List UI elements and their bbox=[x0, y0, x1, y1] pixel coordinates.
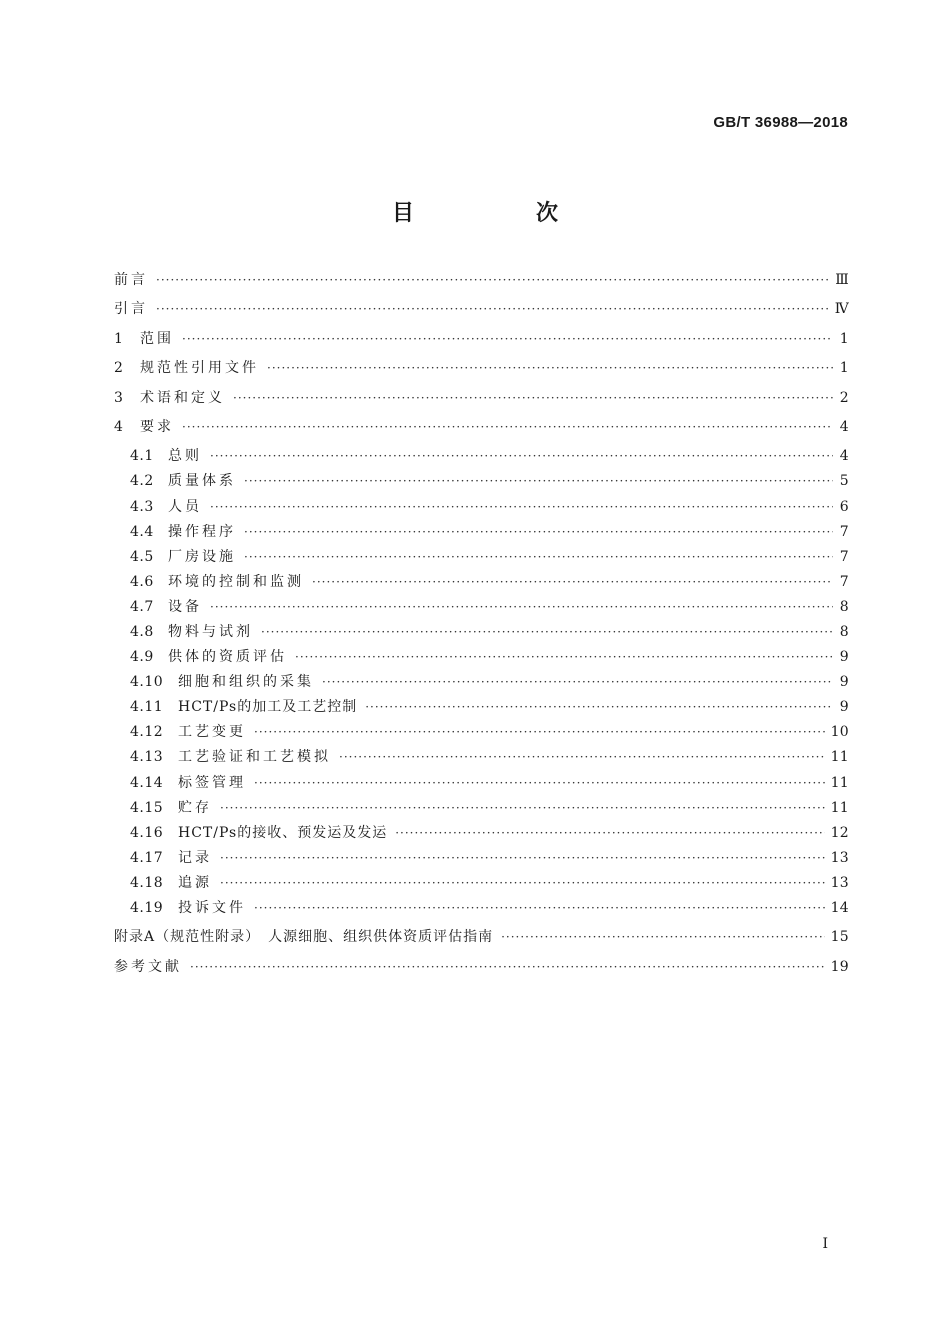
toc-entry-label: 参考文献 bbox=[114, 958, 182, 975]
toc-entry-4-7[interactable] bbox=[114, 598, 849, 623]
toc-entry-page: 10 bbox=[830, 724, 849, 741]
dot-leader bbox=[220, 874, 825, 892]
toc-entry-introduction[interactable] bbox=[114, 300, 849, 329]
toc-entry-number: 4.10 bbox=[130, 674, 164, 691]
dot-leader bbox=[295, 648, 833, 666]
toc-entry-label: 术语和定义 bbox=[140, 389, 225, 406]
toc-entry-label: 规范性引用文件 bbox=[140, 360, 259, 377]
toc-entry-number: 4.5 bbox=[130, 548, 154, 565]
dot-leader bbox=[339, 748, 825, 766]
toc-entry-2[interactable] bbox=[114, 359, 849, 388]
toc-entry-4-3[interactable] bbox=[114, 498, 849, 523]
standard-code: GB/T 36988—2018 bbox=[713, 114, 848, 131]
toc-entry-label: 人员 bbox=[168, 498, 202, 515]
toc-entry-label: 细胞和组织的采集 bbox=[178, 674, 314, 691]
toc-entry-label: 环境的控制和监测 bbox=[168, 573, 304, 590]
toc-entry-4-17[interactable] bbox=[114, 849, 849, 874]
toc-entry-label: 前言 bbox=[114, 272, 148, 288]
toc-entry-number: 4.16 bbox=[130, 824, 164, 841]
dot-leader bbox=[322, 673, 833, 691]
dot-leader bbox=[244, 472, 833, 490]
toc-entry-label: 记录 bbox=[178, 849, 212, 866]
toc-entry-4-18[interactable] bbox=[114, 874, 849, 899]
toc-entry-page: 7 bbox=[839, 573, 849, 590]
toc-entry-page: 12 bbox=[830, 824, 849, 841]
toc-entry-label: 厂房设施 bbox=[168, 548, 236, 565]
toc-entry-label: HCT/Ps的加工及工艺控制 bbox=[178, 699, 358, 716]
toc-entry-label: 投诉文件 bbox=[178, 900, 246, 917]
dot-leader bbox=[182, 418, 833, 436]
toc-entry-label: 引言 bbox=[114, 301, 148, 318]
dot-leader bbox=[190, 958, 825, 976]
toc-entry-4-16[interactable] bbox=[114, 824, 849, 849]
toc-entry-label: 质量体系 bbox=[168, 473, 236, 490]
toc-entry-4-14[interactable] bbox=[114, 774, 849, 799]
toc-entry-label: 设备 bbox=[168, 598, 202, 615]
toc-entry-4-6[interactable] bbox=[114, 573, 849, 598]
toc-entry-number: 4.12 bbox=[130, 724, 164, 741]
toc-entry-4-1[interactable] bbox=[114, 447, 849, 472]
toc-entry-4-5[interactable] bbox=[114, 548, 849, 573]
toc-entry-label: 附录A（规范性附录） 人源细胞、组织供体资质评估指南 bbox=[114, 929, 494, 946]
toc-entry-page: Ⅲ bbox=[835, 272, 849, 288]
dot-leader bbox=[220, 799, 825, 817]
dot-leader bbox=[210, 498, 833, 516]
dot-leader bbox=[254, 723, 825, 741]
toc-entry-4-11[interactable] bbox=[114, 698, 849, 723]
toc-entry-label: 贮存 bbox=[178, 799, 212, 816]
dot-leader bbox=[210, 598, 833, 616]
toc-entry-4-19[interactable] bbox=[114, 899, 849, 924]
dot-leader bbox=[267, 359, 833, 377]
toc-entry-page: 8 bbox=[839, 598, 849, 615]
toc-title: 目 次 bbox=[391, 201, 608, 226]
toc-entry-label: 追源 bbox=[178, 874, 212, 891]
toc-entry-4-10[interactable] bbox=[114, 673, 849, 698]
toc-entry-label: 工艺变更 bbox=[178, 724, 246, 741]
dot-leader bbox=[395, 824, 824, 842]
toc-entry-page: 11 bbox=[830, 799, 849, 816]
dot-leader bbox=[261, 623, 833, 641]
toc-entry-page: 9 bbox=[839, 674, 849, 691]
toc-entry-page: 1 bbox=[839, 330, 849, 347]
toc-entry-label: 物料与试剂 bbox=[168, 624, 253, 640]
toc-entry-number: 4.18 bbox=[130, 874, 164, 891]
dot-leader bbox=[220, 849, 825, 867]
toc-entry-4-15[interactable] bbox=[114, 799, 849, 824]
dot-leader bbox=[156, 271, 829, 289]
toc-entry-number: 4.7 bbox=[130, 598, 154, 615]
toc-entry-number: 4.15 bbox=[130, 799, 164, 816]
toc-entry-page: 6 bbox=[839, 498, 849, 515]
toc-entry-label: 工艺验证和工艺模拟 bbox=[178, 749, 331, 766]
dot-leader bbox=[244, 548, 833, 566]
toc-entry-page: 5 bbox=[839, 473, 849, 490]
dot-leader bbox=[156, 300, 829, 318]
toc-entry-page: 11 bbox=[830, 774, 849, 791]
toc-entry-number: 4.9 bbox=[130, 649, 154, 666]
toc-entry-number: 4.2 bbox=[130, 473, 154, 490]
toc-entry-4[interactable] bbox=[114, 418, 849, 447]
toc-entry-number: 4.1 bbox=[130, 448, 154, 465]
toc-entry-page: 13 bbox=[830, 849, 849, 866]
toc-entry-label: 总则 bbox=[168, 448, 202, 465]
toc-entry-number: 4.19 bbox=[130, 900, 164, 917]
toc-entry-1[interactable] bbox=[114, 330, 849, 359]
toc-entry-label: 标签管理 bbox=[178, 774, 246, 791]
toc-entry-4-12[interactable] bbox=[114, 723, 849, 748]
toc-entry-page: 19 bbox=[830, 958, 849, 975]
toc-entry-number: 4.14 bbox=[130, 774, 164, 791]
toc-entry-label: HCT/Ps的接收、预发运及发运 bbox=[178, 824, 388, 841]
toc-entry-number: 4.11 bbox=[130, 699, 164, 716]
toc-entry-page: Ⅳ bbox=[834, 301, 849, 318]
table-of-contents bbox=[114, 271, 849, 987]
toc-entry-4-4[interactable] bbox=[114, 523, 849, 548]
toc-entry-page: 9 bbox=[839, 699, 849, 716]
toc-entry-number: 4.3 bbox=[130, 498, 154, 515]
toc-entry-number: 3 bbox=[114, 389, 124, 406]
toc-entry-label: 范围 bbox=[140, 330, 174, 347]
dot-leader bbox=[233, 389, 833, 407]
dot-leader bbox=[210, 447, 833, 465]
toc-entry-page: 15 bbox=[830, 929, 849, 946]
dot-leader bbox=[501, 928, 824, 946]
dot-leader bbox=[254, 899, 825, 917]
toc-entry-number: 4.8 bbox=[130, 624, 154, 640]
toc-entry-page: 7 bbox=[839, 548, 849, 565]
dot-leader bbox=[182, 330, 833, 348]
dot-leader bbox=[244, 523, 833, 541]
toc-entry-page: 9 bbox=[839, 649, 849, 666]
toc-entry-page: 8 bbox=[839, 624, 849, 640]
dot-leader bbox=[312, 573, 833, 591]
toc-entry-label: 供体的资质评估 bbox=[168, 649, 287, 666]
toc-entry-page: 4 bbox=[839, 448, 849, 465]
toc-entry-4-2[interactable] bbox=[114, 472, 849, 497]
toc-entry-label: 操作程序 bbox=[168, 523, 236, 540]
toc-entry-number: 4 bbox=[114, 418, 124, 435]
toc-entry-page: 7 bbox=[839, 523, 849, 540]
dot-leader bbox=[365, 698, 833, 716]
toc-entry-4-9[interactable] bbox=[114, 648, 849, 673]
toc-entry-3[interactable] bbox=[114, 389, 849, 418]
toc-entry-page: 13 bbox=[830, 874, 849, 891]
toc-entry-number: 4.4 bbox=[130, 523, 154, 540]
toc-entry-4-8[interactable] bbox=[114, 623, 849, 648]
toc-entry-4-13[interactable] bbox=[114, 748, 849, 773]
toc-entry-number: 4.6 bbox=[130, 573, 154, 590]
toc-entry-bibliography[interactable] bbox=[114, 958, 849, 987]
toc-entry-label: 要求 bbox=[140, 418, 174, 435]
dot-leader bbox=[254, 774, 825, 792]
toc-entry-foreword[interactable] bbox=[114, 271, 849, 300]
toc-entry-number: 1 bbox=[114, 330, 124, 347]
toc-entry-number: 2 bbox=[114, 360, 124, 377]
toc-entry-page: 1 bbox=[839, 360, 849, 377]
toc-entry-page: 11 bbox=[830, 749, 849, 766]
toc-entry-number: 4.17 bbox=[130, 849, 164, 866]
toc-entry-annex-a[interactable] bbox=[114, 928, 849, 957]
page-number: I bbox=[822, 1236, 828, 1252]
toc-entry-number: 4.13 bbox=[130, 749, 164, 766]
toc-entry-page: 4 bbox=[839, 418, 849, 435]
toc-entry-page: 2 bbox=[839, 389, 849, 406]
toc-entry-page: 14 bbox=[830, 900, 849, 917]
